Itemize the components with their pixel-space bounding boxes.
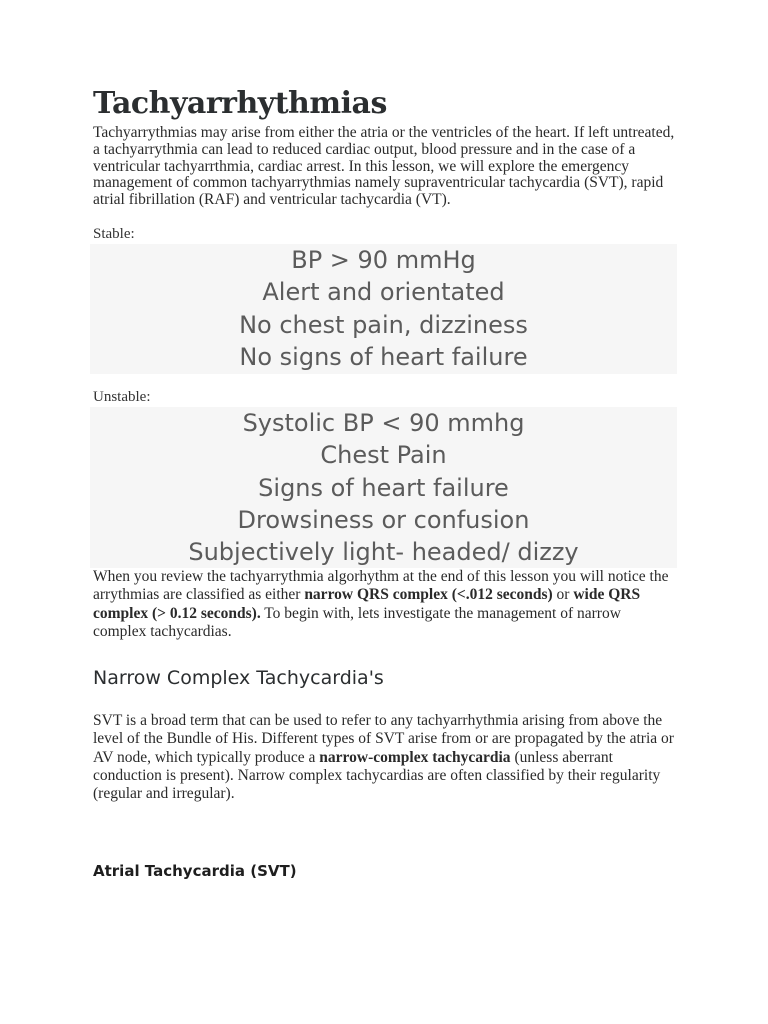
narrow-qrs-emphasis: narrow QRS complex (<.012 seconds) bbox=[304, 586, 553, 604]
svt-paragraph bbox=[93, 712, 678, 803]
review-text: or bbox=[552, 586, 574, 604]
unstable-label: Unstable: bbox=[93, 388, 151, 405]
review-text: To begin with, lets investigate the management of narrow complex tachycardias. bbox=[93, 604, 621, 640]
wide-qrs-emphasis: wide QRS complex (> 0.12 seconds). bbox=[93, 586, 641, 622]
intro-paragraph: Tachyarrythmias may arise from either the atria or the ventricles of the heart. If left untreated, a tachyarrythmia can lead to reduced cardiac output, blood pressure and in the case of a ventricular tachyarrthmia, cardiac arrest. In this lesson, we will explore the emergency management of common tachyarrythmias namely supraventricular tachycardia (SVT), rapid atrial fibrillation (RAF) and ventricular tachycardia (VT). bbox=[93, 124, 675, 209]
narrow-complex-heading: Narrow Complex Tachycardia's bbox=[93, 667, 384, 690]
review-text: When you review the tachyarrythmia algorhythm at the end of this lesson you will notice the arrythmias are classified as either bbox=[93, 567, 669, 604]
unstable-criterion: Systolic BP < 90 mmhg bbox=[242, 408, 525, 437]
stable-criterion: No signs of heart failure bbox=[239, 342, 528, 371]
unstable-criterion: Drowsiness or confusion bbox=[237, 505, 530, 534]
stable-criterion: No chest pain, dizziness bbox=[239, 310, 528, 339]
unstable-criterion: Chest Pain bbox=[320, 441, 447, 470]
svt-text: SVT is a broad term that can be used to refer to any tachyarrhythmia arising from above the level of the Bundle of His. Different types of SVT arise from or are propagated by the atria or AV node, which typically produce a bbox=[93, 712, 674, 766]
page-title: Tachyarrhythmias bbox=[93, 86, 387, 121]
svt-text: (unless aberrant conduction is present). Narrow complex tachycardias are often classified by their regularity (regular and irregular). bbox=[93, 748, 661, 803]
document-page bbox=[93, 84, 678, 881]
qrs-classification-paragraph bbox=[93, 568, 678, 641]
unstable-criterion: Signs of heart failure bbox=[258, 473, 509, 502]
stable-criteria-box bbox=[90, 244, 677, 374]
stable-criterion: Alert and orientated bbox=[262, 278, 505, 307]
unstable-criterion: Subjectively light- headed/ dizzy bbox=[188, 538, 579, 567]
stable-criterion: BP > 90 mmHg bbox=[291, 245, 476, 274]
atrial-tachycardia-heading: Atrial Tachycardia (SVT) bbox=[93, 861, 297, 880]
narrow-complex-emphasis: narrow-complex tachycardia bbox=[319, 748, 511, 766]
stable-label: Stable: bbox=[93, 225, 135, 242]
unstable-criteria-box bbox=[90, 407, 677, 568]
